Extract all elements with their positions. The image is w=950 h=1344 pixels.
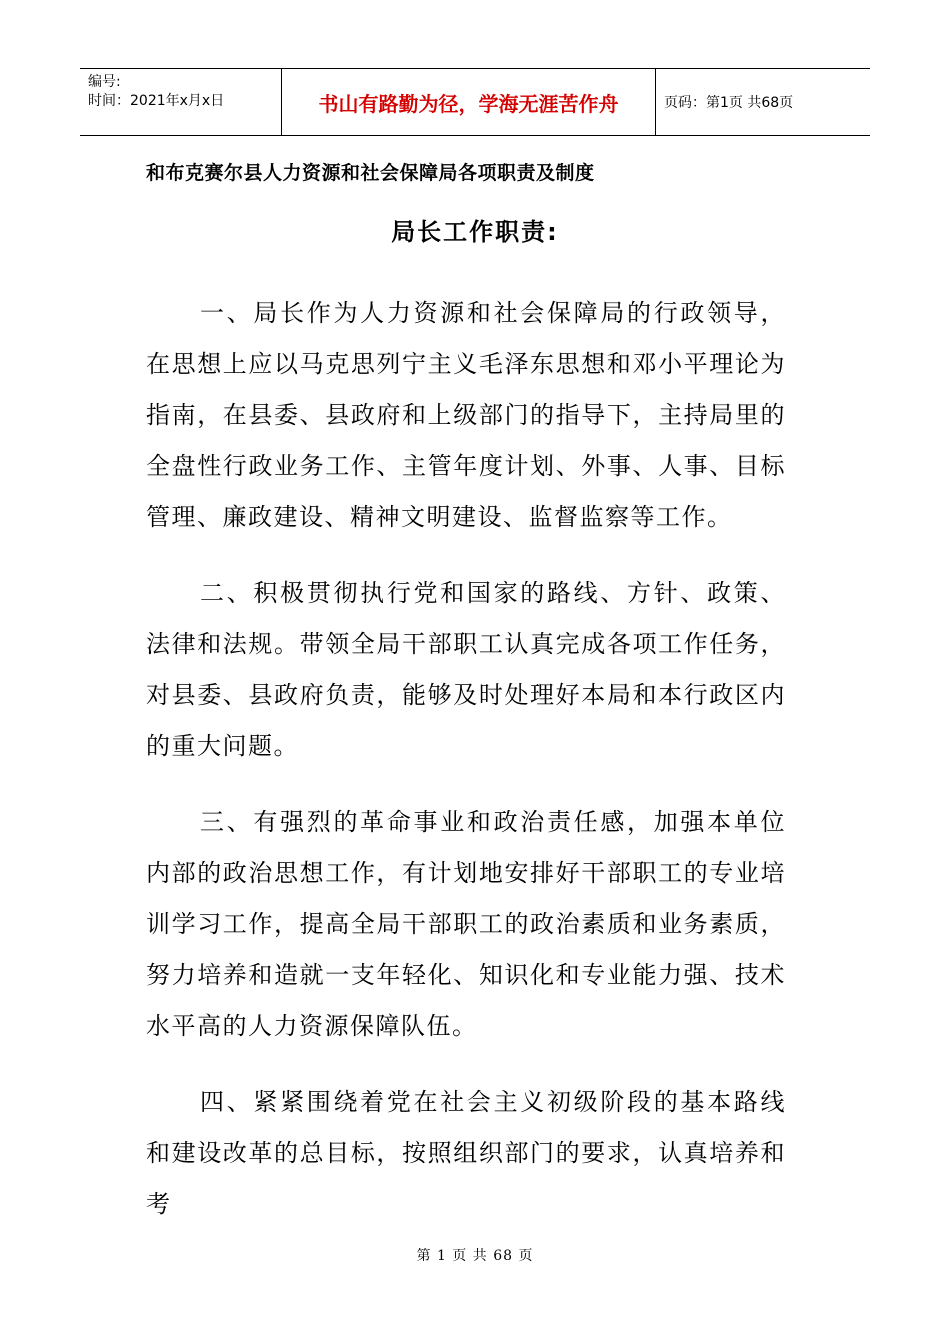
header-motto-cell: [282, 69, 656, 135]
paragraph-2: 二、积极贯彻执行党和国家的路线、方针、政策、法律和法规。带领全局干部职工认真完成各项工作任务，对县委、县政府负责，能够及时处理好本局和本行政区内的重大问题。: [146, 579, 786, 760]
document-header: [80, 68, 870, 136]
header-meta-cell: [80, 69, 282, 135]
header-page-code: 页码：第1页 共68页: [664, 95, 794, 111]
paragraph-4: 四、紧紧围绕着党在社会主义初级阶段的基本路线和建设改革的总目标，按照组织部门的要求，认真培养和考: [146, 1088, 786, 1218]
header-number-label: 编号:: [88, 74, 121, 90]
header-motto: 书山有路勤为径，学海无涯苦作舟: [318, 91, 619, 116]
document-title: 和布克赛尔县人力资源和社会保障局各项职责及制度: [146, 162, 595, 184]
paragraph-1: 一、局长作为人力资源和社会保障局的行政领导，在思想上应以马克思列宁主义毛泽东思想和邓小平理论为指南，在县委、县政府和上级部门的指导下，主持局里的全盘性行政业务工作、主管年度计划、外事、人事、目标管理、廉政建设、精神文明建设、监督监察等工作。: [146, 299, 786, 531]
page-footer: 第 1 页 共 68 页: [416, 1248, 534, 1264]
header-date-label: 时间：2021年x月x日: [88, 93, 225, 109]
paragraph-3: 三、有强烈的革命事业和政治责任感，加强本单位内部的政治思想工作，有计划地安排好干部职工的专业培训学习工作，提高全局干部职工的政治素质和业务素质，努力培养和造就一支年轻化、知识化和专业能力强、技术水平高的人力资源保障队伍。: [146, 808, 786, 1040]
header-page-cell: [656, 69, 870, 135]
document-body: [146, 288, 786, 1255]
section-heading: 局长工作职责:: [391, 218, 559, 246]
